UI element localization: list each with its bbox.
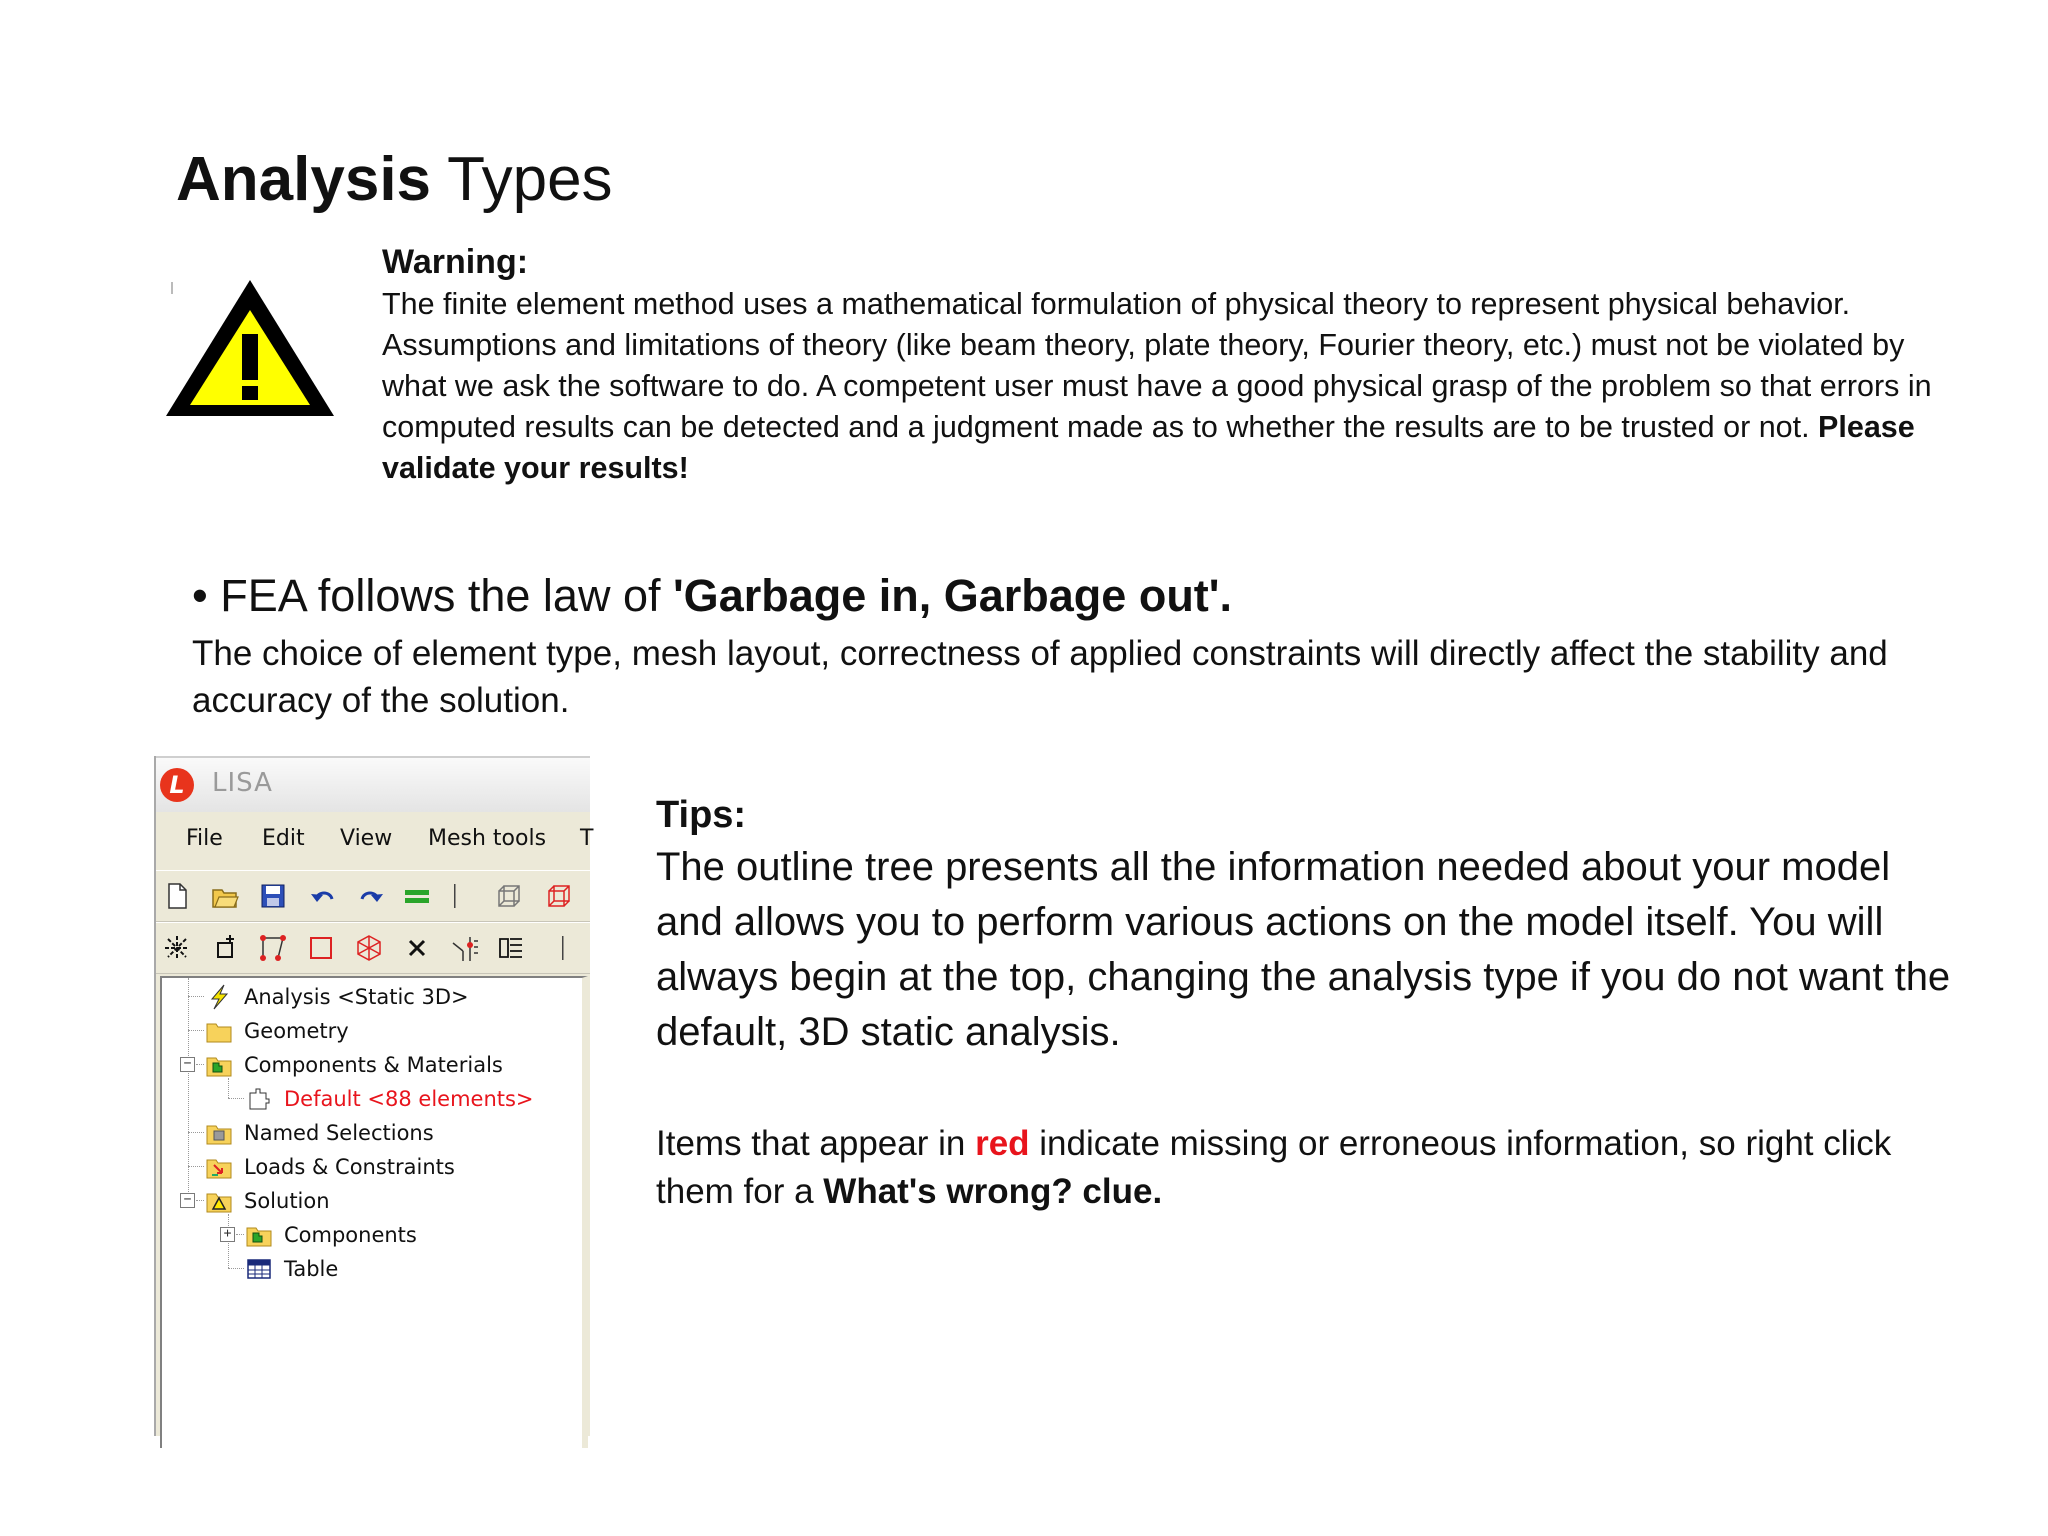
tree-item-label: Default <88 elements>	[284, 1087, 534, 1111]
warning-emphasis: Please validate your results!	[382, 410, 1915, 485]
tree-connector	[188, 1030, 204, 1031]
lisa-toolbar-main	[156, 870, 590, 922]
warning-heading: Warning:	[382, 243, 529, 281]
tree-item-label: Components & Materials	[244, 1053, 503, 1077]
warning-block	[382, 242, 1942, 489]
tree-item-label: Solution	[244, 1189, 330, 1213]
node-add-icon[interactable]	[210, 933, 240, 963]
lisa-logo-icon: L	[160, 768, 194, 802]
lisa-window	[154, 756, 594, 1436]
menu-edit[interactable]: Edit	[262, 826, 305, 851]
tips-note-bold: What's wrong? clue.	[823, 1172, 1163, 1211]
menu-truncated[interactable]: T	[580, 826, 594, 851]
tree-item-label: Loads & Constraints	[244, 1155, 455, 1179]
square-icon[interactable]	[306, 933, 336, 963]
tree-connector	[228, 1268, 244, 1269]
warning-triangle-icon	[158, 272, 342, 422]
puzzle-piece-icon	[246, 1087, 272, 1111]
bullet-lead: FEA follows the law of	[207, 570, 673, 621]
tree-item-label: Named Selections	[244, 1121, 434, 1145]
bullet-block	[192, 566, 1952, 724]
tree-connector	[236, 1234, 244, 1235]
tree-item-label: Components	[284, 1223, 417, 1247]
redo-icon[interactable]	[356, 881, 386, 911]
node-star-icon[interactable]	[162, 933, 192, 963]
new-file-icon[interactable]	[162, 881, 192, 911]
named-selections-folder-icon	[206, 1121, 232, 1145]
solution-folder-icon	[206, 1189, 232, 1213]
warning-text: The finite element method uses a mathematical formulation of physical theory to represent physical behavior. Assumptions and limitations of theory (like beam theory, plate theory, Fourier theory, etc.) must not be violated by what we ask the software to do. A competent user must have a good physical grasp of the problem so that errors in computed results can be detected and a judgment made as to whether the results are to be trusted or not.	[382, 287, 1932, 444]
loads-folder-icon	[206, 1155, 232, 1179]
tree-connector	[196, 1064, 204, 1065]
bullet-marker: •	[192, 570, 208, 621]
table-tool-icon[interactable]	[496, 933, 526, 963]
table-grid-icon	[246, 1257, 272, 1281]
tree-connector	[228, 1098, 244, 1099]
hex-cube-icon[interactable]	[354, 933, 384, 963]
tips-heading: Tips:	[656, 794, 747, 836]
split-icon[interactable]	[450, 933, 480, 963]
lisa-titlebar	[156, 756, 590, 812]
open-folder-icon[interactable]	[210, 881, 240, 911]
lisa-title: LISA	[212, 768, 273, 798]
tree-connector	[188, 1166, 204, 1167]
title-bold: Analysis	[176, 145, 432, 214]
tips-note-mid: indicate missing or erroneous information, so right click them for a	[656, 1124, 1892, 1211]
tree-item-label: Analysis <Static 3D>	[244, 985, 469, 1009]
wireframe-cube-icon[interactable]	[494, 881, 524, 911]
tree-connector	[196, 1200, 204, 1201]
save-icon[interactable]	[258, 881, 288, 911]
delete-x-icon[interactable]	[402, 933, 432, 963]
title-rest: Types	[431, 145, 613, 214]
menu-view[interactable]: View	[340, 826, 393, 851]
node-connect-icon[interactable]	[258, 933, 288, 963]
undo-icon[interactable]	[308, 881, 338, 911]
tips-note	[656, 1120, 1956, 1216]
bullet-line	[192, 566, 1952, 626]
tips-body: The outline tree presents all the information needed about your model and allows you to perform various actions on the model itself. You will always begin at the top, changing the analysis type if you do not want the default, 3D static analysis.	[656, 845, 1951, 1054]
tips-note-pre: Items that appear in	[656, 1124, 976, 1163]
tree-connector	[228, 1078, 229, 1098]
toolbar-separator	[548, 933, 554, 963]
components-folder-icon	[246, 1223, 272, 1247]
lisa-menubar	[156, 812, 594, 868]
tree-item-label: Table	[284, 1257, 339, 1281]
slide-title	[176, 140, 613, 220]
outline-tree[interactable]	[160, 976, 588, 1448]
tips-note-red: red	[975, 1124, 1030, 1163]
analysis-lightning-icon	[206, 985, 232, 1009]
lisa-toolbar-mesh	[156, 922, 590, 974]
collapse-components-button[interactable]: −	[180, 1057, 195, 1072]
tree-item-label: Geometry	[244, 1019, 349, 1043]
menu-mesh-tools[interactable]: Mesh tools	[428, 826, 547, 851]
warning-body	[382, 284, 1942, 489]
bullet-bold: 'Garbage in, Garbage out'.	[672, 570, 1232, 621]
toolbar-separator	[440, 881, 446, 911]
components-folder-icon	[206, 1053, 232, 1077]
tree-connector	[188, 1132, 204, 1133]
tree-connector	[188, 978, 189, 1206]
equals-icon[interactable]	[402, 881, 432, 911]
tips-block	[656, 790, 1956, 1216]
expand-components-button[interactable]: +	[220, 1227, 235, 1242]
tree-connector	[188, 996, 204, 997]
collapse-solution-button[interactable]: −	[180, 1193, 195, 1208]
folder-icon	[206, 1019, 232, 1043]
bullet-body: The choice of element type, mesh layout, correctness of applied constraints will directly affect the stability and accuracy of the solution.	[192, 634, 1888, 720]
red-cube-icon[interactable]	[544, 881, 574, 911]
menu-file[interactable]: File	[186, 826, 223, 851]
